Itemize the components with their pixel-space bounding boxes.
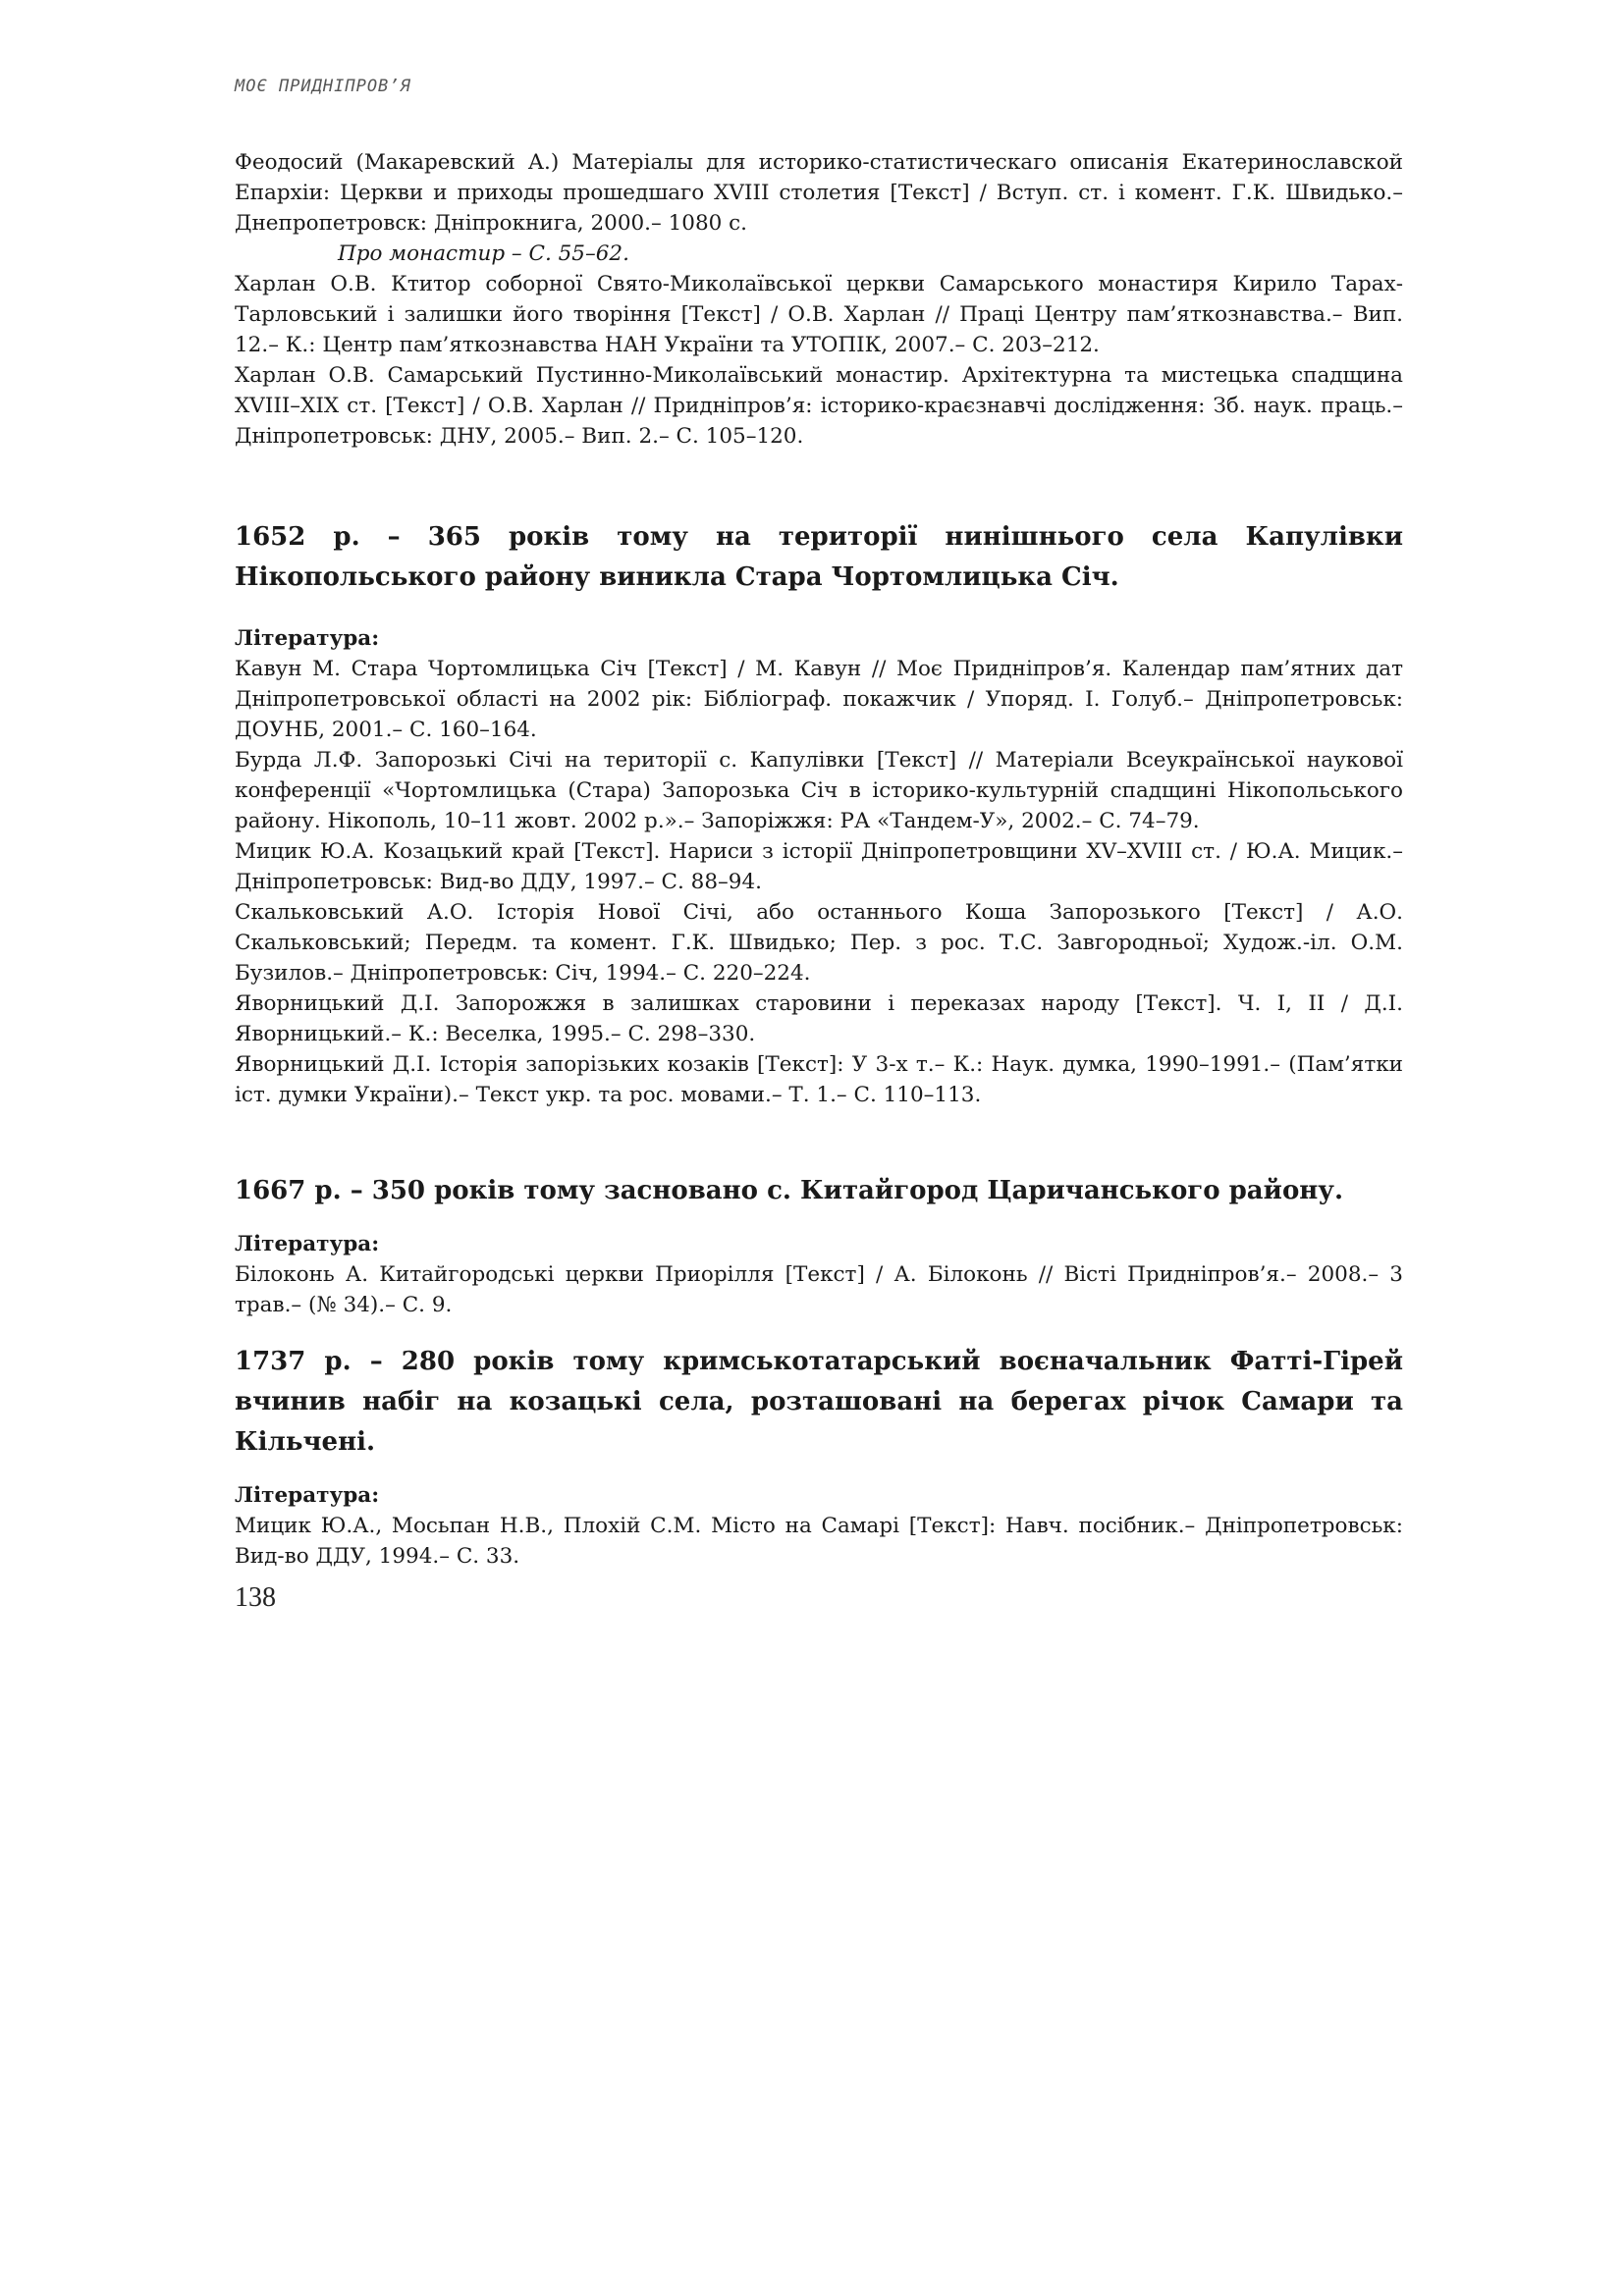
page-number: 138: [235, 1582, 276, 1613]
page-content: [235, 147, 1403, 1572]
bibliography-entry: Яворницький Д.І. Запорожжя в залишках старовини і переказах народу [Текст]. Ч. І, ІІ / Д.І. Яворницький.– К.: Веселка, 1995.– С. 298–330.: [235, 991, 1403, 1046]
bibliography-entry: Мицик Ю.А. Козацький край [Текст]. Нариси з історії Дніпропетровщини XV–XVIII ст. / Ю.А. Мицик.– Дніпропетровськ: Вид-во ДДУ, 1997.– С. 88–94.: [235, 839, 1403, 894]
literature-label: Література:: [235, 1232, 380, 1256]
bibliography-entry: Харлан О.В. Ктитор соборної Свято-Миколаївської церкви Самарського монастиря Кирило Тарах-Тарловський і залишки його творіння [Текст] / О.В. Харлан // Праці Центру пам’яткознавства.– Вип. 12.– К.: Центр пам’яткознавства НАН України та УТОПІК, 2007.– С. 203–212.: [235, 272, 1403, 357]
section-heading: 1652 р. – 365 років тому на території нинішнього села Капулівки Нікопольського району виникла Стара Чортомлицька Січ.: [235, 522, 1403, 592]
section-1737: [235, 1342, 1403, 1572]
running-head: МОЄ ПРИДНІПРОВ’Я: [235, 77, 411, 96]
bibliography-entry: Яворницький Д.І. Історія запорізьких козаків [Текст]: У 3-х т.– К.: Наук. думка, 1990–1991.– (Пам’ятки іст. думки України).– Текст укр. та рос. мовами.– Т. 1.– С. 110–113.: [235, 1052, 1403, 1107]
bibliography-entry: Мицик Ю.А., Мосьпан Н.В., Плохій С.М. Місто на Самарі [Текст]: Навч. посібник.– Дніпропетровськ: Вид-во ДДУ, 1994.– С. 33.: [235, 1514, 1403, 1569]
bibliography-entry: Скальковський А.О. Історія Нової Січі, або останнього Коша Запорозького [Текст] / А.О. Скальковський; Передм. та комент. Г.К. Швидько; Пер. з рос. Т.С. Завгородньої; Худож.-іл. О.М. Бузилов.– Дніпропетровськ: Січ, 1994.– С. 220–224.: [235, 900, 1403, 986]
bibliography-entry: Бурда Л.Ф. Запорозькі Січі на території с. Капулівки [Текст] // Матеріали Всеукраїнської наукової конференції «Чортомлицька (Стара) Запорозька Січ в історико-культурній спадщині Нікопольського району. Нікополь, 10–11 жовт. 2002 р.».– Запоріжжя: РА «Тандем-У», 2002.– С. 74–79.: [235, 748, 1403, 833]
section-1652: [235, 517, 1403, 1110]
section-heading: 1667 р. – 350 років тому засновано с. Китайгород Царичанського району.: [235, 1176, 1344, 1205]
intro-bibliography: [235, 147, 1403, 452]
bibliography-entry: Харлан О.В. Самарський Пустинно-Миколаївський монастир. Архітектурна та мистецька спадщина XVIII–XIX ст. [Текст] / О.В. Харлан // Придніпров’я: історико-краєзнавчі дослідження: Зб. наук. праць.– Дніпропетровськ: ДНУ, 2005.– Вип. 2.– С. 105–120.: [235, 363, 1403, 449]
literature-label: Література:: [235, 1483, 380, 1508]
bibliography-entry: Кавун М. Стара Чортомлицька Січ [Текст] / М. Кавун // Моє Придніпров’я. Календар пам’ятних дат Дніпропетровської області на 2002 рік: Бібліограф. покажчик / Упоряд. І. Голуб.– Дніпропетровськ: ДОУНБ, 2001.– С. 160–164.: [235, 657, 1403, 742]
literature-label: Література:: [235, 626, 380, 651]
section-heading: 1737 р. – 280 років тому кримськотатарський воєначальник Фатті-Гірей вчинив набіг на козацькі села, розташовані на берегах річок Самари та Кільчені.: [235, 1347, 1403, 1457]
bibliography-entry: Білоконь А. Китайгородські церкви Приорілля [Текст] / А. Білоконь // Вісті Придніпров’я.– 2008.– 3 трав.– (№ 34).– С. 9.: [235, 1262, 1403, 1317]
section-1667: [235, 1171, 1403, 1320]
bibliography-entry: Феодосий (Макаревский А.) Матеріалы для историко-статистическаго описанія Екатеринославской Епархіи: Церкви и приходы прошедшаго XVIII столетия [Текст] / Вступ. ст. і комент. Г.К. Швидько.– Днепропетровск: Дніпрокнига, 2000.– 1080 с.: [235, 150, 1403, 236]
bibliography-note: Про монастир – С. 55–62.: [338, 241, 629, 266]
